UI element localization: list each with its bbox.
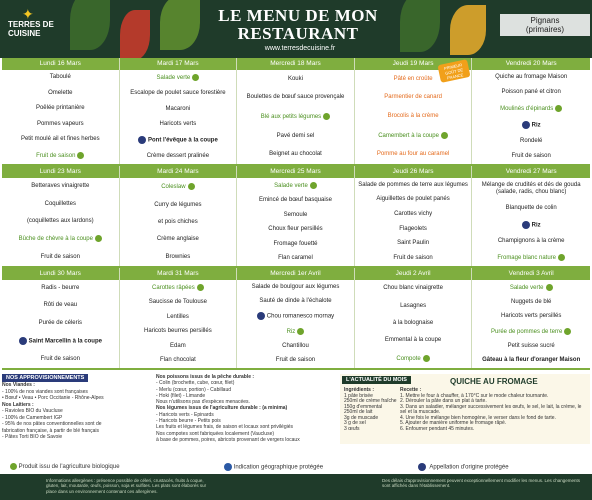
day-header: Jeudi 26 Mars [355,166,472,178]
dish-name: Parmentier de canard [384,94,442,101]
menu-dish [355,336,472,345]
dish-name: Pomme au four au caramel [376,151,450,158]
supply-line: Nos Viandes : [2,382,35,388]
recipe-panel [340,374,590,444]
menu-dish [120,298,237,307]
menu-dish [237,211,354,220]
dish-name: Quiche au fromage Maison [495,74,568,81]
dish-name: Fruit de saison [40,253,80,260]
dish-name: Purée de pommes de terre [490,328,563,335]
menu-dish [355,112,472,121]
supply-line: • Bœuf • Veau • Porc Occitanie - Rhône-Alpes [2,395,104,401]
aop-label-icon [138,136,146,144]
aop-label-icon [522,221,530,229]
legend [0,460,592,474]
supply-line: fabrication française, à partir de blé français [2,427,99,434]
day-column [355,166,473,266]
ingredient-item: 3 œufs [344,425,360,432]
sustainability-line: - Colin (brochette, cube, cœur, filet) [156,380,235,387]
menu-week [2,58,590,166]
menu-dish [2,73,119,82]
menu-dish [2,182,119,191]
day-header: Mardi 31 Mars [120,268,237,280]
pepper-decoration [450,5,486,55]
menu-dish [2,89,119,98]
dish-name: Chou romanesco mornay [266,313,335,320]
menu-dish [355,254,472,263]
menu-dish [355,150,472,159]
menu-dish [237,254,354,263]
menu-dish [120,218,237,227]
menu-dish [472,204,590,213]
allergen-notice: Informations allergènes : présence possible de céleri, crustacés, fruits à coque, gluten, lait, moutarde, œufs, poisson, soja et sulfites. Les plats sont élaborés sur place dans un environnement contenant ces allergènes. [46,478,207,494]
menu-dish [2,336,119,347]
steps-title: Recette : [400,387,422,393]
organic-label-icon [558,254,565,261]
menu-dish [472,356,590,365]
day-header: Vendredi 3 Avril [472,268,590,280]
dish-name: Choux fleur persillés [268,226,323,233]
day-column [355,58,473,164]
legend-organic [8,463,120,470]
menu-dish [237,132,354,141]
menu-dish [2,284,119,293]
organic-label-icon [423,355,430,362]
aop-label-icon [418,463,426,471]
dish-name: Riz [531,122,541,129]
leaf-decoration [160,0,200,50]
menu-dish [237,356,354,365]
menu-dish [355,284,472,293]
menu-dish [237,112,354,122]
dish-name: Kouki [287,75,303,82]
dish-name: Lasagnes [400,302,427,309]
day-header: Lundi 16 Mars [2,58,119,70]
dish-name: Haricots verts [159,120,197,127]
menu-dish [355,239,472,248]
menu-dish [237,181,354,191]
menu-dish [237,93,354,102]
menu-dish [472,152,590,161]
day-column [237,58,355,164]
dish-name: Radis - beurre [41,285,80,292]
menu-dish [2,301,119,310]
terres-de-cuisine-logo [6,6,54,50]
menu-dish [355,354,472,364]
recipe-step: 6. Enfourner pendant 45 minutes. [400,425,475,432]
dish-name: Flan chocolat [160,357,196,364]
menu-dish [472,237,590,246]
supply-line: - 95% de nos pâtes conventionnelles sont de [2,421,102,427]
menu-dish [237,240,354,249]
menu-dish [120,253,237,262]
ingredient-item: 1 pâte brisée [344,392,373,399]
dish-name: Crème dessert pralinée [146,152,210,159]
day-header: Jeudi 2 Avril [355,268,472,280]
menu-dish [2,319,119,328]
day-column [472,166,590,266]
supply-line: Nos Laitiers : [2,401,34,408]
dish-name: Riz [531,222,541,229]
menu-dish [120,356,237,365]
menu-dish [472,120,590,131]
menu-dish [120,105,237,114]
day-column [237,268,355,368]
menu-dish [120,327,237,336]
igp-label-icon [224,463,232,471]
ingredient-item: 3 g de sel [344,420,366,426]
menu-dish [2,104,119,113]
menu-dish [237,225,354,234]
menu-dish [472,181,590,197]
dish-name: Petit suisse sucré [507,342,555,349]
dish-name: Fruit de saison [36,152,76,159]
day-header: Mardi 17 Mars [120,58,237,70]
page-title-line-2: RESTAURANT [237,24,359,43]
dish-name: Fruit de saison [511,152,551,159]
dish-name: Flageolets [399,225,427,232]
menu-dish [237,342,354,351]
dish-name: Emmental à la coupe [384,337,442,344]
menu-dish [2,200,119,209]
organic-label-icon [77,152,84,159]
dish-name: Carottes râpées [152,284,195,291]
legend-aop-text: Appellation d'origine protégée [429,464,509,471]
organic-label-icon [555,105,562,112]
day-header: Mercredi 1er Avril [237,268,354,280]
dish-name: Fromage fouetté [273,240,318,247]
dish-name: Betteraves vinaigrette [31,183,90,190]
menu-dish [120,182,237,192]
menu-dish [472,73,590,82]
dish-name: Nuggets de blé [510,299,552,306]
organic-label-icon [192,74,199,81]
dish-name: Sauté de dinde à l'échalote [259,297,332,304]
gout-de-france-badge: PRIMEUR GOÛT DE FRANCE [438,59,471,83]
dish-name: Macaroni [165,105,191,112]
menu-dish [472,283,590,293]
dish-name: Brocolis à la crème [387,112,439,119]
dish-name: Salade verte [274,182,308,189]
menu-dish [237,297,354,306]
dish-name: Pavé demi sel [276,132,315,139]
recipe-step: 5. Ajouter de manière uniforme le fromage râpé. [400,420,507,426]
menu-dish [237,75,354,84]
menu-dish [355,181,472,190]
dish-name: Carottes vichy [394,211,433,218]
menu-dish [237,283,354,292]
leaf-decoration [400,0,440,52]
menu-dish [2,151,119,161]
dish-name: Petit moulé ail et fines herbes [20,136,100,143]
dish-name: Omelette [48,89,73,96]
menu-dish [355,131,472,141]
supply-line: - 100% de Camembert IGP [2,414,63,421]
aop-label-icon [257,312,265,320]
organic-label-icon [564,328,571,335]
sustainability-panel [156,374,336,443]
menu-dish [120,135,237,146]
day-header: Lundi 23 Mars [2,166,119,178]
dish-name: Rondelé [519,137,543,144]
menu-dish [237,327,354,337]
menu-dish [355,210,472,219]
menu-dish [355,93,472,102]
dish-name: Chou blanc vinaigrette [383,285,443,292]
school-line-2: (primaires) [525,25,565,34]
info-section [0,372,592,460]
dish-name: Bûche de chèvre à la coupe [18,236,93,243]
dish-name: Gâteau à la fleur d'oranger Maison [482,357,581,364]
ingredient-item: 3g de muscade [344,414,379,421]
menu-dish [237,196,354,205]
day-column [2,268,120,368]
sustainability-line: Nos compotes sont fabriquées localement (Vaucluse) [156,430,275,437]
menu-dish [120,342,237,351]
menu-dish [472,312,590,321]
dish-name: Saucisse de Toulouse [148,299,208,306]
supply-line: - Pâtes Torti BIO de Savoie [2,434,63,440]
day-column [120,268,238,368]
dish-name: Brownies [165,253,191,260]
aop-label-icon [19,337,27,345]
day-header: Vendredi 20 Mars [472,58,590,70]
supply-lines [2,382,152,441]
menu-dish [237,311,354,322]
sustainability-line: - Merlu (cœur, portion) - Cabillaud [156,386,232,393]
recipe-step: 1. Mettre le four à chauffer, à 170°C sur le mode chaleur tournante. [400,392,549,399]
tomato-decoration [120,10,150,58]
day-header: Lundi 30 Mars [2,268,119,280]
organic-label-icon [310,182,317,189]
menu-dish [237,150,354,159]
dish-name: Boulettes de bœuf sauce provençale [246,94,345,101]
legend-igp [222,463,323,471]
sustainability-line: - Hoki (filet) - Limande [156,392,206,399]
legend-aop [418,463,509,471]
dish-name: Salade de pommes de terre aux légumes [358,181,468,188]
organic-label-icon [10,463,17,470]
menu-dish [120,89,237,98]
menu-change-notice: Des délais d'approvisionnement peuvent exceptionnellement modifier les menus. Les changements sont affichés dans l'établissement. [382,478,580,489]
brand-line-2: CUISINE [8,29,41,38]
dish-name: Fruit de saison [40,355,80,362]
day-header: Jeudi 19 Mars [355,58,472,70]
dish-name: Blé aux petits légumes [260,114,322,121]
organic-label-icon [197,284,204,291]
ingredient-item: 150g d'emmental [344,403,383,410]
dish-name: Curry de légumes [154,201,202,208]
organic-label-icon [188,183,195,190]
menu-dish [2,253,119,262]
supply-line: - 100% de nos viandes sont françaises [2,388,88,395]
dish-name: Fruit de saison [393,255,433,262]
recipe-step: 3. Dans un saladier, mélanger successivement les œufs, le sel, le lait, la crème, le sel et la muscade. [400,403,582,415]
supply-panel [2,374,152,441]
dish-name: Fruit de saison [275,357,316,364]
school-line-1: Pignans [530,16,560,25]
footer [0,474,592,500]
menu-dish [120,152,237,161]
menu-grid [2,58,590,370]
dish-name: Salade de boulgour aux légumes [251,283,340,290]
dish-name: Taboulé [49,74,71,81]
dish-name: Rôti de veau [43,302,78,309]
dish-name: Salade verte [156,75,191,82]
dish-name: Coquillettes [44,200,76,207]
dish-name: Compote [396,355,421,362]
recipe-step: 2. Dérouler la pâte dans un plat à tarte. [400,398,487,404]
dish-name: Lentilles [166,313,189,320]
recipe-steps [400,388,585,432]
brand-line-1: TERRES DE [8,20,54,29]
sustainability-line: à base de pommes, poires, abricots provenant de vergers locaux [156,436,300,443]
dish-name: Saint Paulin [397,240,430,247]
leaf-decoration [70,0,110,50]
dish-name: Moulinés d'épinards [500,105,554,112]
dish-name: Emincé de bœuf basquaise [258,197,332,204]
organic-label-icon [546,284,553,291]
day-header: Vendredi 27 Mars [472,166,590,178]
sustainability-line: Nous n'utilisons pas d'espèces menacées. [156,399,250,406]
menu-dish [120,313,237,322]
dish-name: Flan caramel [278,255,313,262]
organic-label-icon [441,132,448,139]
dish-name: Camembert à la coupe [378,132,439,139]
menu-week [2,166,590,268]
menu-dish [2,135,119,144]
dish-name: Coleslaw [161,184,186,191]
recipe-title: QUICHE AU FROMAGE [450,377,538,386]
day-column [120,58,238,164]
menu-dish [2,355,119,364]
website-link[interactable]: www.terresdecuisine.fr [264,45,336,52]
menu-dish [472,342,590,351]
day-column [2,58,120,164]
recipe-tag: L'ACTUALITÉ DU MOIS [342,376,411,384]
day-column [472,58,590,164]
menu-dish [120,235,237,244]
day-column [2,166,120,266]
dish-name: Purée de céleris [38,319,82,326]
sustainability-line: - Haricots verts - Epinards [156,411,214,418]
menu-header [0,0,592,58]
legend-organic-text: Produit issu de l'agriculture biologique [18,464,120,471]
dish-name: Chantillou [282,343,309,350]
dish-name: Pont l'évêque à la coupe [148,137,218,144]
ingredients-title: Ingrédients : [344,387,375,393]
dish-name: Pommes vapeurs [36,120,84,127]
page-title-line-1: LE MENU DE MON [218,6,378,25]
menu-dish [472,327,590,337]
day-header: Mercredi 18 Mars [237,58,354,70]
menu-dish [2,120,119,129]
dish-name: Beignet au chocolat [269,151,322,158]
dish-name: Crème anglaise [156,236,199,243]
dish-name: Edam [170,342,186,349]
supply-line: - Ravioles BIO du Vaucluse [2,408,63,414]
dish-name: Pâté en croûte [393,75,433,82]
menu-dish [2,234,119,244]
menu-dish [472,298,590,307]
menu-dish [472,104,590,114]
day-column [120,166,238,266]
menu-dish [355,302,472,311]
menu-dish [120,201,237,210]
dish-name: Blanquette de colin [505,204,557,211]
recipe-ingredients [344,388,397,432]
sustainability-line: Nos poissons issus de la pêche durable : [156,374,255,380]
dish-name: Haricots verts persillés [500,313,562,320]
school-name [500,14,590,36]
recipe-step: 4. Une fois le mélange bien homogène, le verser dans le fond de tarte. [400,414,556,421]
menu-dish [120,283,237,293]
menu-dish [2,217,119,226]
menu-dish [472,137,590,146]
day-header: Mardi 24 Mars [120,166,237,178]
dish-name: Fromage blanc nature [497,254,557,261]
menu-dish [472,88,590,97]
dish-name: Saint Marcellin à la coupe [28,338,102,345]
menu-dish [120,73,237,83]
sustainability-line: Nos légumes issus de l'agriculture durable : (a minima) [156,405,288,412]
legend-igp-text: Indication géographique protégée [233,464,324,471]
sustainability-line: Les fruits et légumes frais, de saison et locaux sont privilégiés [156,424,294,431]
sustainability-line: - Haricots beurre - Petits pois [156,418,221,425]
menu-dish [355,225,472,234]
ingredient-item: 250ml de crème fraîche [344,398,397,404]
menu-dish [472,253,590,263]
dish-name: (coquillettes aux lardons) [26,217,94,224]
menu-dish [120,120,237,129]
menu-dish [355,319,472,328]
dish-name: Champignons à la crème [497,237,565,244]
day-header: Mercredi 25 Mars [237,166,354,178]
menu-dish [355,195,472,204]
dish-name: Mélange de crudités et dés de gouda (salade, radis, chou blanc) [481,182,581,196]
dish-name: Poisson pané et citron [501,89,561,96]
organic-label-icon [95,235,102,242]
dish-name: Riz [286,328,296,335]
dish-name: et pois chiches [158,219,198,226]
dish-name: Escalope de poulet sauce forestière [130,90,226,97]
day-column [472,268,590,368]
dish-name: Poêlée printanière [35,105,85,112]
dish-name: Haricots beurres persillés [144,328,212,335]
dish-name: Salade verte [509,284,544,291]
supply-title: NOS APPROVISIONNEMENTS [2,374,88,382]
day-column [355,268,473,368]
day-column [237,166,355,266]
organic-label-icon [323,113,330,120]
organic-label-icon [297,328,304,335]
ingredient-item: 250ml de lait [344,409,373,415]
dish-name: Semoule [283,211,308,218]
menu-week [2,268,590,370]
star-icon: ✦ [22,6,34,22]
menu-dish [472,220,590,231]
dish-name: à la bolognaise [392,319,434,326]
aop-label-icon [522,121,530,129]
dish-name: Aiguillettes de poulet panés [376,196,450,203]
